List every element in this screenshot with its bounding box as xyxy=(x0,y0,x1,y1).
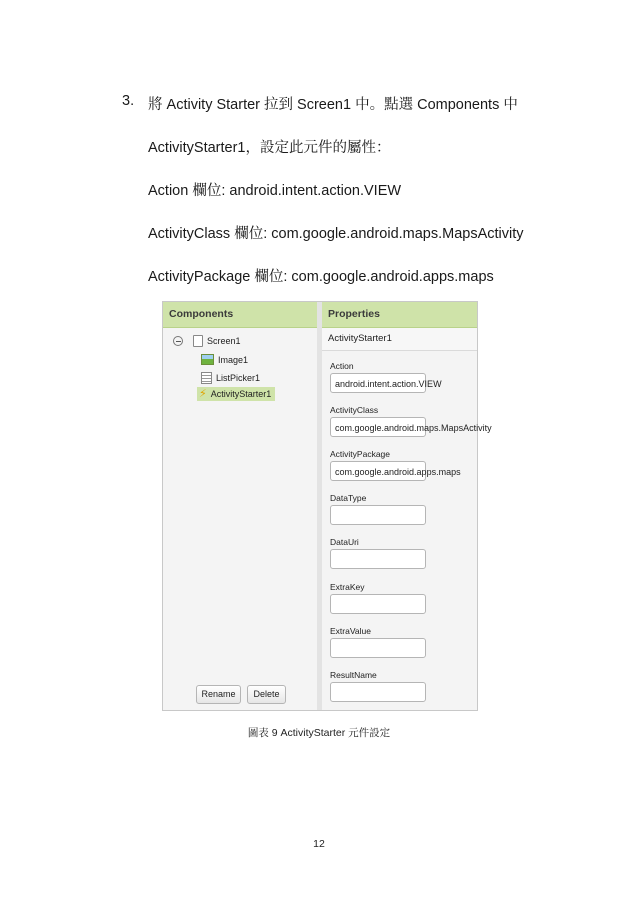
components-panel xyxy=(163,302,317,710)
step-line-3: Action 欄位: android.intent.action.VIEW xyxy=(148,183,402,199)
rename-button[interactable]: Rename xyxy=(196,685,241,704)
property-field-activitypackage[interactable]: com.google.android.apps.maps xyxy=(330,461,426,481)
property-field-action[interactable]: android.intent.action.VIEW xyxy=(330,373,426,393)
property-label-resultname: ResultName xyxy=(330,670,377,680)
property-field-activityclass[interactable]: com.google.android.maps.MapsActivity xyxy=(330,417,426,437)
tree-item-label: ListPicker1 xyxy=(216,373,261,383)
tree-item-screen1[interactable] xyxy=(173,335,241,347)
property-label-extrakey: ExtraKey xyxy=(330,582,365,592)
selected-component-name: ActivityStarter1 xyxy=(322,328,477,351)
delete-button[interactable]: Delete xyxy=(247,685,286,704)
step-line-5: ActivityPackage 欄位: com.google.android.apps.maps xyxy=(148,269,494,285)
property-field-extrakey[interactable] xyxy=(330,594,426,614)
property-label-datauri: DataUri xyxy=(330,537,359,547)
property-field-datatype[interactable] xyxy=(330,505,426,525)
page-number: 12 xyxy=(313,838,325,850)
tree-item-label: Image1 xyxy=(218,354,249,365)
properties-header: Properties xyxy=(322,302,477,328)
properties-panel xyxy=(322,302,492,710)
step-number: 3. xyxy=(122,93,135,109)
step-line-4: ActivityClass 欄位: com.google.android.maps.MapsActivity xyxy=(148,226,524,242)
property-label-action: Action xyxy=(330,361,354,371)
property-label-extravalue: ExtraValue xyxy=(330,626,371,636)
step-line-2: ActivityStarter1，設定此元件的屬性： xyxy=(148,140,391,156)
lightning-icon: ⚡ xyxy=(199,388,207,400)
property-label-datatype: DataType xyxy=(330,493,367,503)
app-inventor-screenshot xyxy=(162,301,492,711)
tree-item-activitystarter1[interactable] xyxy=(197,387,275,401)
image-icon xyxy=(201,354,214,365)
tree-item-listpicker1[interactable] xyxy=(201,372,260,384)
components-header: Components xyxy=(163,302,317,328)
collapse-icon[interactable] xyxy=(173,336,183,346)
tree-item-image1[interactable] xyxy=(201,354,248,365)
step-line-1: 將 Activity Starter 拉到 Screen1 中。點選 Components 中 xyxy=(148,97,518,113)
tree-item-label: Screen1 xyxy=(207,336,241,346)
property-label-activityclass: ActivityClass xyxy=(330,405,379,415)
tree-item-label: ActivityStarter1 xyxy=(210,389,272,399)
screen-icon xyxy=(193,335,203,347)
property-label-activitypackage: ActivityPackage xyxy=(330,449,390,459)
property-field-datauri[interactable] xyxy=(330,549,426,569)
property-field-extravalue[interactable] xyxy=(330,638,426,658)
property-field-resultname[interactable] xyxy=(330,682,426,702)
list-icon xyxy=(201,372,212,384)
figure-caption: 圖表 9 ActivityStarter 元件設定 xyxy=(247,727,391,739)
